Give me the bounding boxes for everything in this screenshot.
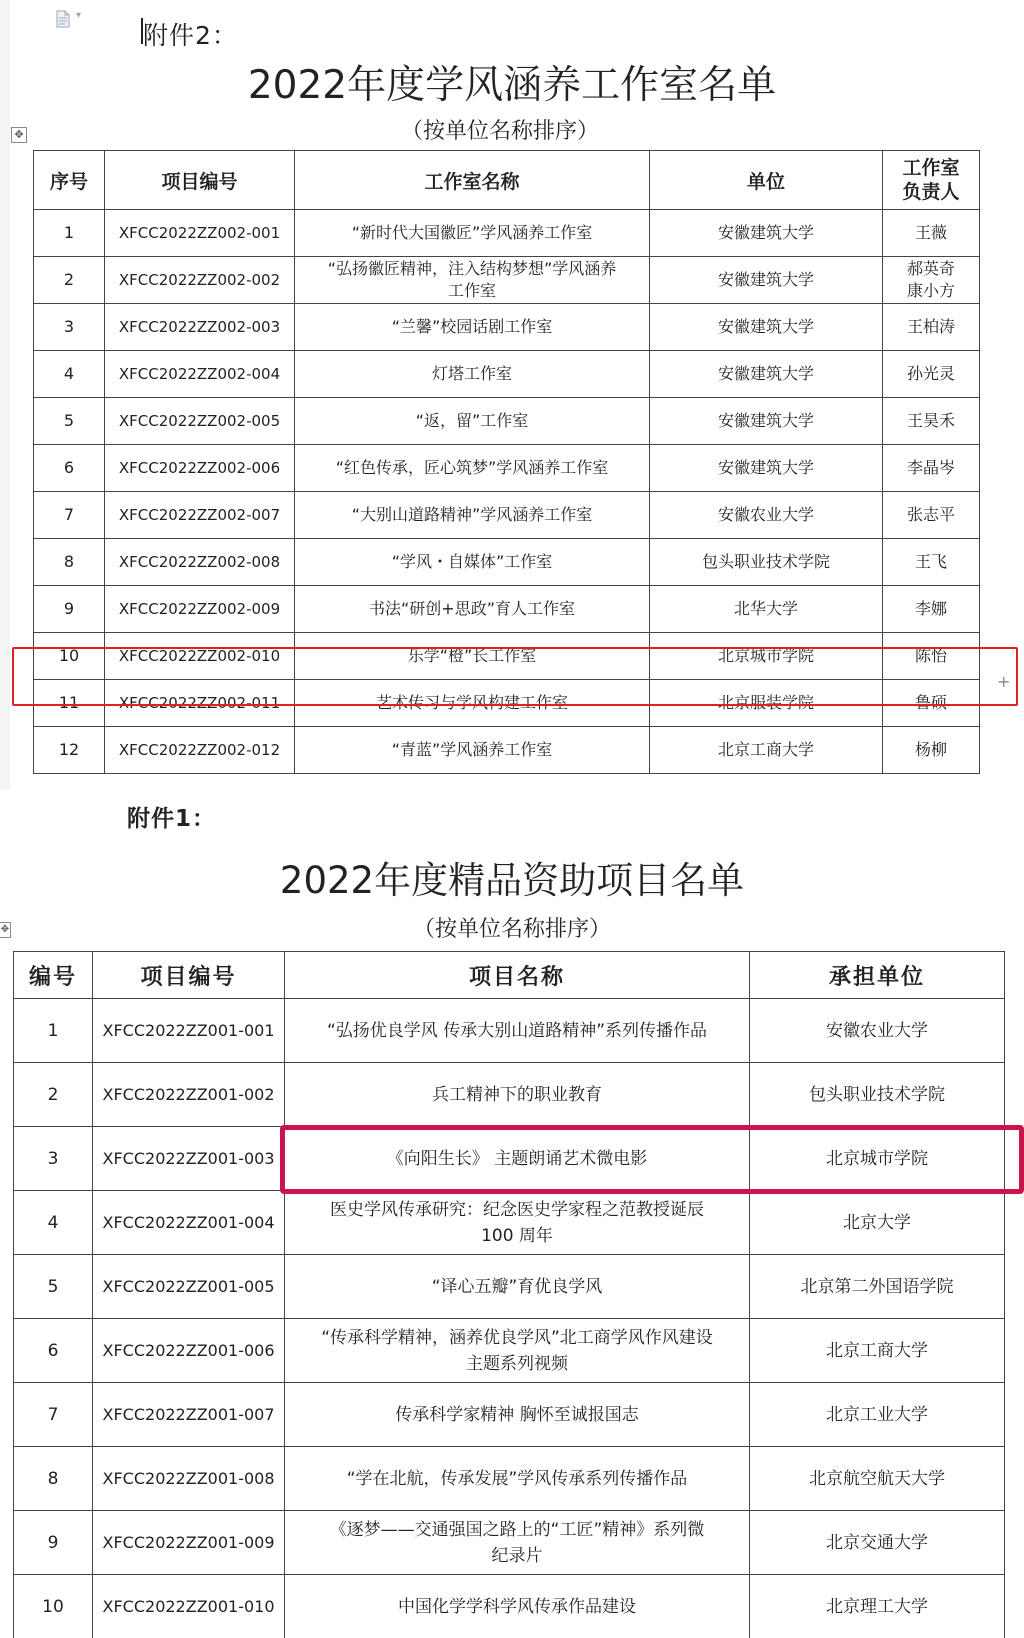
cell-unit: 安徽建筑大学 (650, 210, 883, 257)
header-no: 序号 (34, 151, 105, 210)
cell-studio-name: “返，留”工作室 (295, 398, 650, 445)
cell-studio-name: “大别山道路精神”学风涵养工作室 (295, 492, 650, 539)
table-header-row (34, 151, 980, 210)
cell-code: XFCC2022ZZ002-001 (105, 210, 295, 257)
cell-unit: 北京城市学院 (750, 1127, 1005, 1191)
cell-no: 5 (34, 398, 105, 445)
table-row (14, 1383, 1005, 1447)
table-row (14, 999, 1005, 1063)
cell-project-name: 医史学风传承研究：纪念医史学家程之范教授诞辰 100 周年 (285, 1191, 750, 1255)
dropdown-caret-icon[interactable]: ▾ (76, 10, 82, 21)
cell-code: XFCC2022ZZ001-010 (93, 1575, 285, 1638)
document-icon[interactable] (56, 10, 70, 28)
add-row-plus-icon[interactable]: + (997, 672, 1011, 691)
header-code: 项目编号 (105, 151, 295, 210)
cell-unit: 北京理工大学 (750, 1575, 1005, 1638)
table-row (34, 445, 980, 492)
cell-code: XFCC2022ZZ002-005 (105, 398, 295, 445)
cell-code: XFCC2022ZZ002-008 (105, 539, 295, 586)
cell-unit: 北京航空航天大学 (750, 1447, 1005, 1511)
cell-unit: 北京交通大学 (750, 1511, 1005, 1575)
cell-no: 12 (34, 727, 105, 774)
cell-unit: 安徽建筑大学 (650, 257, 883, 304)
cell-no: 6 (34, 445, 105, 492)
cell-leader: 李晶岑 (883, 445, 980, 492)
cell-code: XFCC2022ZZ002-003 (105, 304, 295, 351)
cell-code: XFCC2022ZZ001-005 (93, 1255, 285, 1319)
attachment-label: 附件1： (127, 806, 217, 832)
cell-no: 1 (14, 999, 93, 1063)
cell-no: 2 (34, 257, 105, 304)
cell-studio-name: “新时代大国徽匠”学风涵养工作室 (295, 210, 650, 257)
cell-leader: 杨柳 (883, 727, 980, 774)
attachment2-screenshot (0, 0, 1024, 790)
header-studio-name: 工作室名称 (295, 151, 650, 210)
table-row (14, 1191, 1005, 1255)
cell-leader: 王昊禾 (883, 398, 980, 445)
cell-leader: 王柏涛 (883, 304, 980, 351)
cell-project-name: 《向阳生长》 主题朗诵艺术微电影 (285, 1127, 750, 1191)
cell-unit: 包头职业技术学院 (650, 539, 883, 586)
cell-code: XFCC2022ZZ001-007 (93, 1383, 285, 1447)
table-row (34, 492, 980, 539)
cell-project-name: 传承科学家精神 胸怀至诚报国志 (285, 1383, 750, 1447)
table-row (14, 1447, 1005, 1511)
table-row (34, 586, 980, 633)
cell-leader: 鲁硕 (883, 680, 980, 727)
cell-project-name: “学在北航，传承发展”学风传承系列传播作品 (285, 1447, 750, 1511)
highlight-box (280, 1125, 1024, 1194)
attachment1-screenshot (0, 790, 1024, 1638)
cell-project-name: “传承科学精神，涵养优良学风”北工商学风作风建设主题系列视频 (285, 1319, 750, 1383)
cell-studio-name: “红色传承，匠心筑梦”学风涵养工作室 (295, 445, 650, 492)
cell-no: 4 (14, 1191, 93, 1255)
page-subtitle: （按单位名称排序） (412, 917, 611, 942)
cell-code: XFCC2022ZZ002-002 (105, 257, 295, 304)
cell-unit: 北京城市学院 (650, 633, 883, 680)
cell-code: XFCC2022ZZ002-010 (105, 633, 295, 680)
cell-no: 10 (34, 633, 105, 680)
header-unit: 单位 (650, 151, 883, 210)
cell-leader: 王薇 (883, 210, 980, 257)
cell-studio-name: “青蓝”学风涵养工作室 (295, 727, 650, 774)
table-row (14, 1319, 1005, 1383)
cell-studio-name: 灯塔工作室 (295, 351, 650, 398)
cell-studio-name: 艺术传习与学风构建工作室 (295, 680, 650, 727)
table-row (34, 727, 980, 774)
table-row (14, 1575, 1005, 1638)
cell-no: 11 (34, 680, 105, 727)
cell-studio-name: 书法“研创+思政”育人工作室 (295, 586, 650, 633)
cell-leader: 陈怡 (883, 633, 980, 680)
cell-code: XFCC2022ZZ002-011 (105, 680, 295, 727)
cell-project-name: “译心五瓣”育优良学风 (285, 1255, 750, 1319)
cell-code: XFCC2022ZZ002-009 (105, 586, 295, 633)
cell-no: 4 (34, 351, 105, 398)
cell-unit: 安徽建筑大学 (650, 351, 883, 398)
cell-no: 2 (14, 1063, 93, 1127)
project-table (13, 951, 1005, 1638)
cell-leader: 李娜 (883, 586, 980, 633)
cell-unit: 北华大学 (650, 586, 883, 633)
table-move-handle-icon[interactable]: ✥ (0, 922, 11, 938)
table-row (34, 539, 980, 586)
cell-leader: 王飞 (883, 539, 980, 586)
table-header-row (14, 952, 1005, 999)
cell-code: XFCC2022ZZ001-009 (93, 1511, 285, 1575)
cell-no: 7 (34, 492, 105, 539)
highlight-box (12, 647, 1018, 706)
table-row (34, 210, 980, 257)
header-code: 项目编号 (93, 952, 285, 999)
header-unit: 承担单位 (750, 952, 1005, 999)
cell-unit: 安徽农业大学 (750, 999, 1005, 1063)
cell-leader: 郝英奇 康小方 (883, 257, 980, 304)
cell-no: 1 (34, 210, 105, 257)
cell-code: XFCC2022ZZ001-001 (93, 999, 285, 1063)
header-project-name: 项目名称 (285, 952, 750, 999)
cell-leader: 孙光灵 (883, 351, 980, 398)
cell-project-name: “弘扬优良学风 传承大别山道路精神”系列传播作品 (285, 999, 750, 1063)
header-no: 编号 (14, 952, 93, 999)
cell-unit: 北京工商大学 (750, 1319, 1005, 1383)
cell-no: 6 (14, 1319, 93, 1383)
cell-code: XFCC2022ZZ001-004 (93, 1191, 285, 1255)
cell-leader: 张志平 (883, 492, 980, 539)
attachment-label: 附件2： (143, 21, 238, 50)
cell-studio-name: “学风・自媒体”工作室 (295, 539, 650, 586)
header-leader: 工作室负责人 (883, 151, 980, 210)
cell-no: 8 (34, 539, 105, 586)
table-row (14, 1511, 1005, 1575)
cell-no: 9 (34, 586, 105, 633)
cell-code: XFCC2022ZZ001-008 (93, 1447, 285, 1511)
cell-code: XFCC2022ZZ002-004 (105, 351, 295, 398)
cell-unit: 包头职业技术学院 (750, 1063, 1005, 1127)
table-row (14, 1255, 1005, 1319)
cell-unit: 安徽建筑大学 (650, 398, 883, 445)
table-row (34, 351, 980, 398)
cell-unit: 安徽建筑大学 (650, 304, 883, 351)
page-subtitle: （按单位名称排序） (400, 119, 599, 144)
cell-studio-name: “兰馨”校园话剧工作室 (295, 304, 650, 351)
table-row (14, 1063, 1005, 1127)
page-title: 2022年度学风涵养工作室名单 (247, 63, 777, 108)
cell-code: XFCC2022ZZ002-012 (105, 727, 295, 774)
cell-no: 8 (14, 1447, 93, 1511)
cell-project-name: 《逐梦——交通强国之路上的“工匠”精神》系列微纪录片 (285, 1511, 750, 1575)
cell-code: XFCC2022ZZ001-006 (93, 1319, 285, 1383)
cell-unit: 北京大学 (750, 1191, 1005, 1255)
cell-project-name: 中国化学学科学风传承作品建设 (285, 1575, 750, 1638)
cell-no: 9 (14, 1511, 93, 1575)
cell-unit: 北京工商大学 (650, 727, 883, 774)
cell-unit: 北京第二外国语学院 (750, 1255, 1005, 1319)
cell-code: XFCC2022ZZ002-006 (105, 445, 295, 492)
cell-no: 5 (14, 1255, 93, 1319)
page-title: 2022年度精品资助项目名单 (279, 859, 745, 902)
table-row (34, 304, 980, 351)
cell-unit: 安徽农业大学 (650, 492, 883, 539)
cell-unit: 北京服装学院 (650, 680, 883, 727)
table-row (34, 257, 980, 304)
cell-no: 10 (14, 1575, 93, 1638)
cell-studio-name: “弘扬徽匠精神，注入结构梦想”学风涵养工作室 (295, 257, 650, 304)
cell-code: XFCC2022ZZ002-007 (105, 492, 295, 539)
cell-unit: 北京工业大学 (750, 1383, 1005, 1447)
cell-code: XFCC2022ZZ001-002 (93, 1063, 285, 1127)
cell-no: 7 (14, 1383, 93, 1447)
table-move-handle-icon[interactable]: ✥ (11, 127, 27, 143)
cell-code: XFCC2022ZZ001-003 (93, 1127, 285, 1191)
cell-studio-name: 乐学“橙”长工作室 (295, 633, 650, 680)
cell-no: 3 (14, 1127, 93, 1191)
cell-unit: 安徽建筑大学 (650, 445, 883, 492)
table-row (34, 398, 980, 445)
cell-no: 3 (34, 304, 105, 351)
cell-project-name: 兵工精神下的职业教育 (285, 1063, 750, 1127)
